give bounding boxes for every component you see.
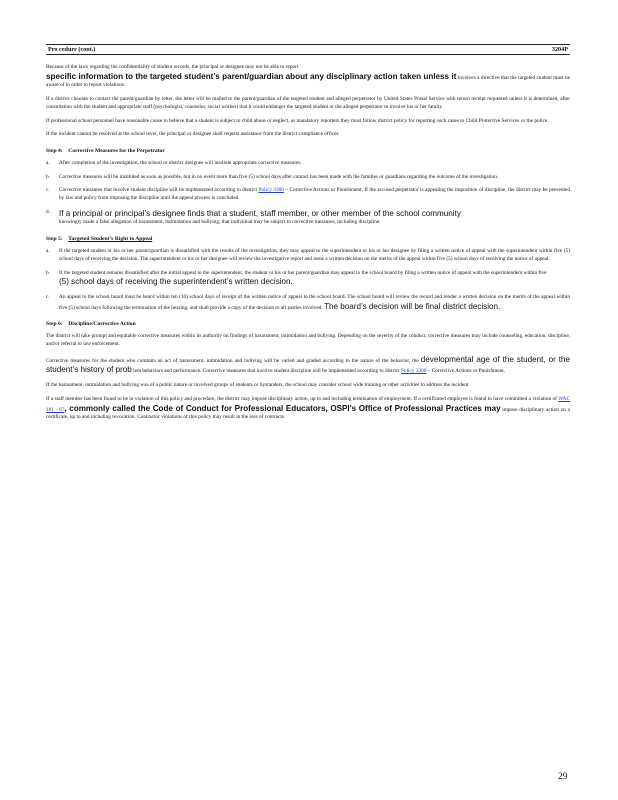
paragraph-letter: If a district chooses to contact the parent/guardian by letter, the letter will be mailed to the parent/guardian of the targeted student and alleged perpetrator by United States Postal Service with return receipt requested unless it is determined, after consultation with the student and appropriate staff (psychologist, counselor, social worker) that it could endanger the targeted student or the alleged perpetrator to involve his or her family. <box>46 96 570 110</box>
paragraph-mandatory-reporters: If professional school personnel have reasonable cause to believe that a student is subject to child abuse or neglect, as mandatory reporters they must follow district policy for reporting such cases to Child Protective Services or the police. <box>46 117 549 124</box>
paragraph-public-nature: If the harassment, intimidation and bullying was of a public nature or involved groups of students or bystanders, the school may consider school wide training or other activities to address the incident. <box>46 382 470 389</box>
step-5-item-a: a. If the targeted student or his or her parent/guardian is dissatisfied with the results of the investigation, they may appeal to the superintendent or his or her designee by filing a written notice of appeal with the superintendent within five (5) school days of receiving the decision. The superintendent or his or her designee will review the investigative report and issue a written decision on the merits of the appeal within five (5) school days of receiving the notice of appeal. <box>46 248 570 262</box>
header-title: Pro cedure (cont.) <box>48 46 96 53</box>
wac-181-87-link[interactable]: WAC 181 - 87 <box>46 395 570 413</box>
procedure-header <box>46 44 570 55</box>
paragraph-corrective-measures: The district will take prompt and equitable corrective measures within its authority on findings of harassment, intimidation and bullying. Depending on the severity of the conduct, corrective measures may include counseling, education, discipline, and/or referral to law enforcement. <box>46 333 570 348</box>
policy-3300-link[interactable]: Policy 3300 <box>258 187 284 194</box>
paragraph-confidentiality: Because of the laws regarding the confidentiality of student records, the principal or designee may not be able to report specific information to the targeted student’s parent/guardian about any disciplinary action taken unless it involves a directive that the targeted student must be aware of in order to report violations. <box>46 64 571 89</box>
page-number: 29 <box>558 772 568 782</box>
document-page <box>46 44 570 428</box>
step-5-heading: Step 5: Targeted Student’s Right to Appeal <box>46 236 153 243</box>
step-5-item-b: b. If the targeted student remains dissatisfied after the initial appeal to the superintendent, the student or his or her parent/guardian may appeal to the school board by filing a written notice of appeal with the superintendent within five (5) school days of receiving the superintendent’s written decision. <box>46 269 547 287</box>
step-4-item-d: d. If a principal or principal’s designee finds that a student, staff member, or other member of the school community knowingly made a false allegation of harassment, intimidation and bullying, that individual may be subject to corrective measures, including discipline. <box>46 208 461 226</box>
step-6-heading: Step 6: Discipline/Corrective Action <box>46 321 136 328</box>
step-5-item-c: c. An appeal to the school board must be heard within ten (10) school days of receipt of the written notice of appeal to the school board. The school board will review the record and render a written decision on the merits of the appeal within five (5) school days following the termination of the hearing, and shall provide a copy of the decision to all parties involved. The board’s decision will be final district decision. <box>46 293 570 311</box>
paragraph-staff-violation: If a staff member has been found to be in violation of this policy and procedure, the district may impose disciplinary action, up to and including termination of employment. If a certificated employee is found to have committed a violation of WAC 181 - 87, commonly called the Code of Conduct for Professional Educators, OSPI’s Office of Professional Practices may impose disciplinary action on a certificate, up to and including revocation. Contractor violations of this policy may result in the loss of contracts. <box>46 395 570 421</box>
step-4-item-a: a. After completion of the investigation, the school or district designee will institute appropriate corrective measures. <box>46 159 302 166</box>
policy-3300-link-2[interactable]: Policy 3300 <box>400 368 427 375</box>
paragraph-compliance-officer: If the incident cannot be resolved at the school level, the principal or designee shall request assistance from the district compliance officer. <box>46 131 340 138</box>
step-4-item-b: b. Corrective measures will be instituted as soon as possible, but in no event more than five (5) school days after contact has been made with the families or guardians regarding the outcome of the investigation. <box>46 173 499 180</box>
step-4-item-c: c. Corrective measures that involve student discipline will be implemented according to district Policy 3300 – Corrective Actions or Punishment. If the accused perpetrator is appealing the imposition of discipline, the district may be prevented by law and policy from imposing the discipline until the appeal process is concluded. <box>46 187 570 202</box>
paragraph-student-corrective: Corrective measures for the student who commits an act of harassment, intimidation and bullying will be varied and graded according to the nature of the behavior, the developmental age of the student, or the student’s history of prob lem behaviors and performance. Corrective measures that involve student discipline will be implemented according to district Policy 3300 – Corrective Actions or Punishment. <box>46 354 570 375</box>
header-code: 3204P <box>551 46 568 53</box>
step-4-heading: Step 4: Corrective Measures for the Perpetrator <box>46 147 165 154</box>
